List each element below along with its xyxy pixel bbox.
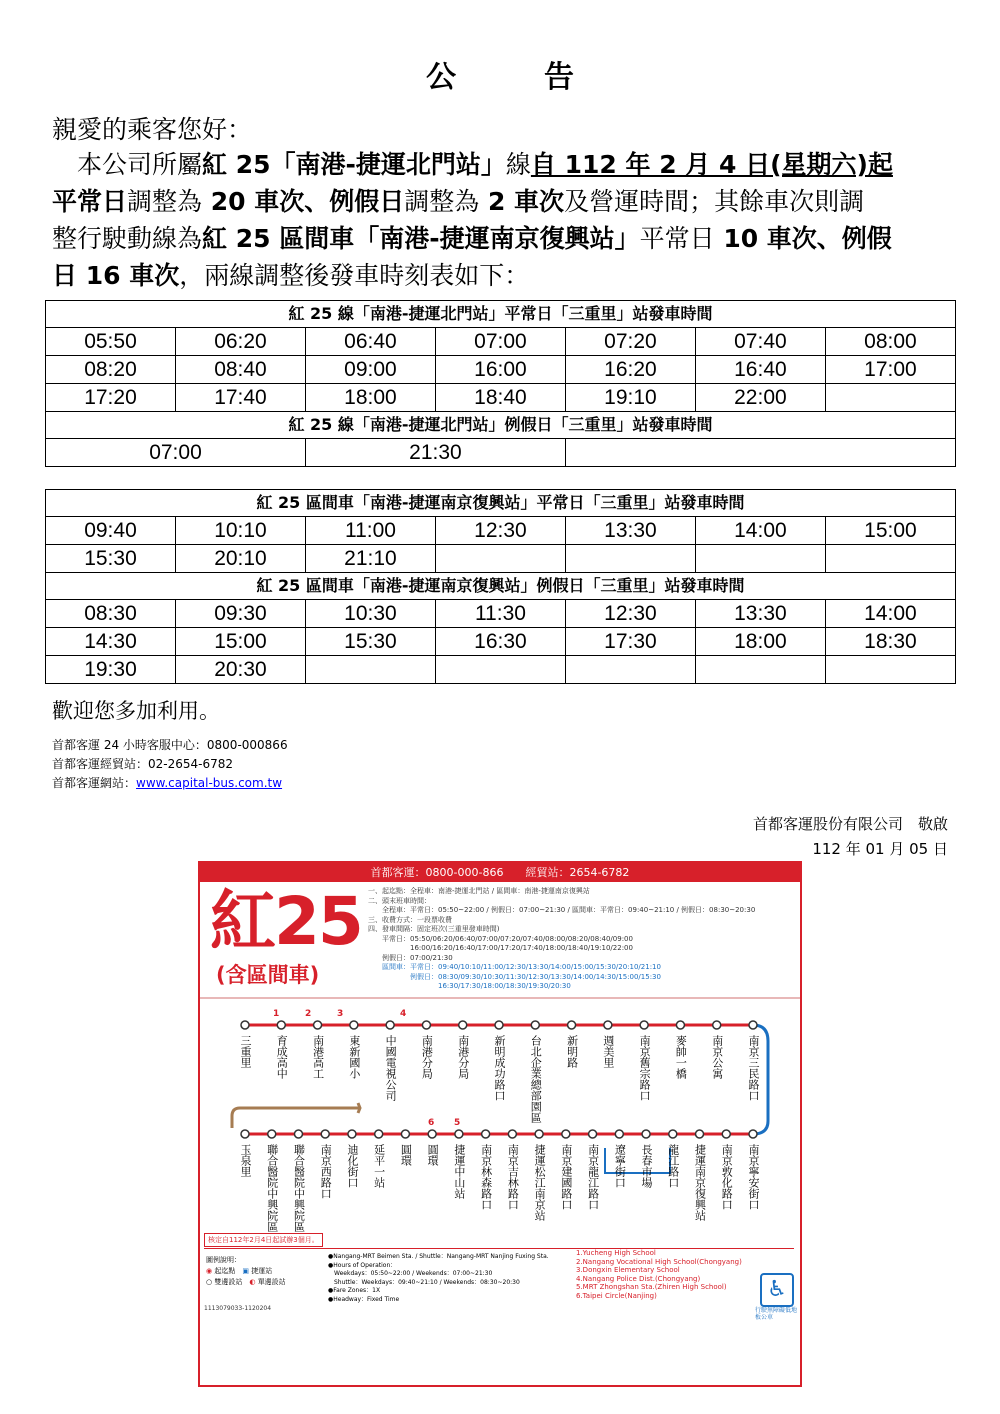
- stop-label: 捷運中山站: [452, 1144, 466, 1199]
- issue-date: 112 年 01 月 05 日: [812, 840, 948, 858]
- stop-dot: [241, 1130, 249, 1138]
- map-header: 首都客運：0800-000-866 經貿站：2654-6782: [200, 863, 800, 882]
- stop-dot: [604, 1021, 612, 1029]
- one-way-stop-icon: ◐: [249, 1278, 256, 1286]
- stop-dot: [268, 1130, 276, 1138]
- stop-dot: [508, 1130, 516, 1138]
- route-subtitle: (含區間車): [216, 963, 320, 987]
- terminal-icon: ◉: [206, 1267, 213, 1275]
- stop-dot: [713, 1021, 721, 1029]
- welcome-text: 歡迎您多加利用。: [52, 699, 220, 723]
- landmark-num: 1: [273, 1009, 280, 1019]
- website-line: 首都客運網站：www.capital-bus.com.tw: [52, 776, 283, 790]
- legend-english: ●Nangang-MRT Beimen Sta. / Shuttle：Nangang-MRT Nanjing Fuxing Sta. ●Hours of Operation： Weekdays：05:50~22:00 / Weekends：07:00~21:30 Shuttle：Weekdays：09:40~21:10 / Weekends：08:30~20:30 ●Fare Zones：1X ●Headway：Fixed Time: [328, 1253, 549, 1303]
- timetable-full-route: [45, 300, 956, 467]
- accessible-label: 行駛無障礙低地板公車: [755, 1307, 798, 1321]
- stop-dot: [401, 1130, 409, 1138]
- table-row: 14:30 15:00 15:30 16:30 17:30 18:00 18:30: [46, 628, 956, 656]
- route-map: [198, 861, 802, 1387]
- stop-dot: [482, 1130, 490, 1138]
- stop-label: 南京舊宗路口: [638, 1035, 652, 1101]
- stop-label: 南京吉林路口: [506, 1144, 520, 1210]
- table-row: 08:20 08:40 09:00 16:00 16:20 16:40 17:00: [46, 356, 956, 384]
- stop-label: 東新國小: [347, 1035, 361, 1079]
- stop-label: 南京寧安街口: [747, 1144, 760, 1210]
- stop-label: 中國電視公司: [384, 1035, 398, 1101]
- stop-label: 週美里: [601, 1035, 615, 1068]
- stop-label: 圓環: [426, 1144, 440, 1166]
- stop-label: 南港分局: [420, 1035, 434, 1079]
- signature: [753, 812, 948, 862]
- stop-dot: [428, 1130, 436, 1138]
- stop-label: 南京龍江路口: [586, 1144, 600, 1210]
- website-link[interactable]: www.capital-bus.com.tw: [136, 776, 283, 790]
- stop-dot: [459, 1021, 467, 1029]
- table-header: 紅 25 線「南港-捷運北門站」例假日「三重里」站發車時間: [46, 412, 956, 439]
- announcement-paragraph: 本公司所屬紅 25「南港-捷運北門站」線自 112 年 2 月 4 日(星期六)起 平常日調整為 20 車次、例假日調整為 2 車次及營運時間；其餘車次則調 整行駛動線為紅 25 區間車「南港-捷運南京復興站」平常日 10 車次、例假 日 16 車次，兩線調整後發車時刻表如下：: [52, 150, 893, 290]
- route-number: 紅25: [210, 883, 362, 960]
- stop-dot: [314, 1021, 322, 1029]
- landmark-list: 1.Yucheng High School 2.Nangang Vocational High School(Chongyang) 3.Dongxin Elementary School 4.Nangang Police Dist.(Chongyang) 5.MRT Zhongshan Sta.(Zhiren High School) 6.Taipei Circle(Nanjing): [576, 1249, 742, 1300]
- stop-label: 聯合醫院中興院區: [292, 1144, 306, 1232]
- table-row: 07:00 21:30: [46, 439, 956, 467]
- stop-label: 南京敦化路口: [720, 1144, 734, 1210]
- stop-dot: [562, 1130, 570, 1138]
- stop-label: 遼寧街口: [613, 1144, 627, 1188]
- landmark-num: 5: [454, 1118, 461, 1128]
- table-header: 紅 25 區間車「南港-捷運南京復興站」平常日「三重里」站發車時間: [46, 490, 956, 517]
- top-stop-dots: [241, 1021, 757, 1029]
- table-row: 15:30 20:10 21:10: [46, 545, 956, 573]
- stop-label: 龍江路口: [666, 1144, 680, 1188]
- stop-dot: [642, 1130, 650, 1138]
- stop-dot: [455, 1130, 463, 1138]
- stop-dot: [495, 1021, 503, 1029]
- stop-dot: [749, 1021, 757, 1029]
- stop-label: 玉泉里: [239, 1144, 252, 1177]
- stop-label: 圓環: [399, 1144, 413, 1166]
- stop-label: 新明成功路口: [493, 1035, 506, 1101]
- timetable-shuttle: [45, 489, 956, 684]
- stop-label: 捷運松江南京站: [533, 1144, 547, 1221]
- stop-label: 南京三民路口: [747, 1035, 760, 1101]
- stop-label: 聯合醫院中興院區: [265, 1144, 279, 1232]
- service-hotline: 首都客運 24 小時客服中心：0800-000866: [52, 738, 288, 752]
- trial-note: 核定自112年2月4日起試辦3個月。: [204, 1233, 323, 1247]
- table-row: 17:20 17:40 18:00 18:40 19:10 22:00: [46, 384, 956, 412]
- stop-dot: [422, 1021, 430, 1029]
- landmark-num: 6: [428, 1118, 435, 1128]
- stop-label: 捷運南京復興站: [693, 1144, 707, 1221]
- stop-dot: [294, 1130, 302, 1138]
- stop-dot: [589, 1130, 597, 1138]
- table-header: 紅 25 線「南港-捷運北門站」平常日「三重里」站發車時間: [46, 301, 956, 328]
- table-row: 08:30 09:30 10:30 11:30 12:30 13:30 14:00: [46, 600, 956, 628]
- stop-label: 南京西路口: [319, 1144, 333, 1199]
- stop-label: 南京建國路口: [559, 1144, 573, 1210]
- table-row: 05:50 06:20 06:40 07:00 07:20 07:40 08:00: [46, 328, 956, 356]
- table-header: 紅 25 區間車「南港-捷運南京復興站」例假日「三重里」站發車時間: [46, 573, 956, 600]
- page-title: 公 告: [426, 60, 574, 95]
- stop-dot: [348, 1130, 356, 1138]
- stop-label: 南港高工: [311, 1035, 325, 1079]
- stop-dot: [696, 1130, 704, 1138]
- stop-label: 迪化街口: [345, 1144, 359, 1188]
- company-name: 首都客運股份有限公司 敬啟: [752, 815, 948, 833]
- landmark-num: 3: [337, 1009, 344, 1019]
- map-code: 1113079033-1120204: [204, 1305, 272, 1312]
- stop-label: 台北企業總部園區: [529, 1035, 543, 1123]
- detour-line: [232, 1108, 360, 1128]
- landmark-num: 4: [400, 1009, 407, 1019]
- stop-dot: [669, 1130, 677, 1138]
- contact-info: [52, 736, 288, 793]
- stop-dot: [568, 1021, 576, 1029]
- stop-dot: [277, 1021, 285, 1029]
- table-row: 09:40 10:10 11:00 12:30 13:30 14:00 15:00: [46, 517, 956, 545]
- stop-label: 南港分局: [456, 1035, 470, 1079]
- legend: 圖例說明： ◉ 起迄點 ▣ 捷運站 ○ 雙邊設站 ◐ 單邊設站: [206, 1256, 286, 1286]
- stop-label: 延平一站: [372, 1144, 386, 1188]
- table-row: 19:30 20:30: [46, 656, 956, 684]
- stop-dot: [350, 1021, 358, 1029]
- stop-label: 三重里: [239, 1035, 252, 1068]
- stop-label: 南京公寓: [710, 1035, 724, 1079]
- stop-label: 麥帥一橋: [674, 1035, 688, 1079]
- stop-label: 育成高中: [275, 1035, 289, 1079]
- two-way-stop-icon: ○: [206, 1278, 213, 1286]
- station-phone: 首都客運經貿站：02-2654-6782: [52, 757, 234, 771]
- landmark-num: 2: [305, 1009, 312, 1019]
- route-info: 一、起迄點：全程車：南港-捷運北門站 / 區間車：南港-捷運南京復興站 二、頭末班車時間： 全程車：平常日：05:50~22:00 / 例假日：07:00~21:30 / 區間車：平常日：09:40~21:10 / 例假日：08:30~20:30 三、收費方式：一段票收費 四、發車間隔：固定班次(三重里發車時間) 平常日：05:50/06:20/06:40/07:00/07:20/07:40/08:00/08:20/08:40/09:00 16:00/16:20/16:40/17:00/17:20/17:40/18:00/18:40/19:10/22:00 例假日：07:00/21:30 區間車：平常日：09:40/10:10/11:00/12:30/13:30/14:00/15:00/15:30/20:10/21:10 例假日：08:30/09:30/10:30/11:30/12:30/13:30/14:00/14:30/15:00/15:30 16:30/17:30/18:00/18:30/19:30/20:30: [368, 887, 756, 990]
- stop-dot: [535, 1130, 543, 1138]
- stop-label: 新明路: [565, 1035, 579, 1068]
- stop-dot: [321, 1130, 329, 1138]
- stop-dot: [241, 1021, 249, 1029]
- wheelchair-icon: ♿: [760, 1273, 794, 1307]
- stop-dot: [375, 1130, 383, 1138]
- stop-dot: [386, 1021, 394, 1029]
- stop-dot: [749, 1130, 757, 1138]
- stop-dot: [640, 1021, 648, 1029]
- stop-dot: [615, 1130, 623, 1138]
- greeting: 親愛的乘客您好：: [52, 115, 253, 144]
- stop-dot: [722, 1130, 730, 1138]
- stop-label: 長春市場: [640, 1144, 654, 1188]
- stop-dot: [531, 1021, 539, 1029]
- mrt-icon: ▣: [242, 1267, 249, 1275]
- stop-label: 南京林森路口: [479, 1144, 493, 1210]
- stop-dot: [676, 1021, 684, 1029]
